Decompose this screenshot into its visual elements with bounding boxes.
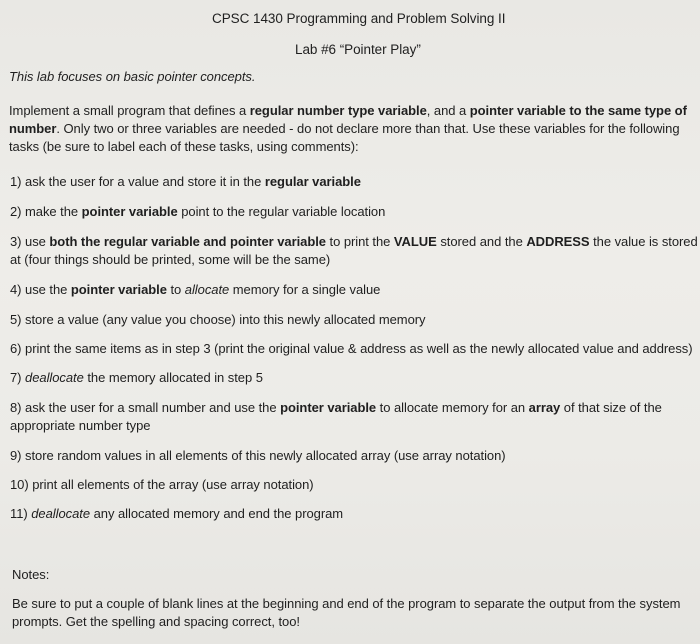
notes-heading: Notes: (12, 567, 50, 582)
instructions-text-3: . Only two or three variables are needed - do not declare more than that. Use these variables for the following tasks (be sure to label each of these tasks, using comments): (9, 121, 680, 154)
step-3-text-a: 3) use (10, 234, 50, 249)
step-6: 6) print the same items as in step 3 (print the original value & address as well as the newly allocated value and address) (10, 341, 693, 356)
instructions-text-2: , and a (426, 103, 470, 118)
step-3-text-e: stored and the (436, 234, 527, 249)
step-8-bold-b: pointer variable (280, 400, 377, 415)
intro-text: This lab focuses on basic pointer concepts. (9, 69, 256, 84)
step-2-text-c: point to the regular variable location (177, 204, 386, 219)
step-4-text-c: to (166, 282, 185, 297)
instructions-text-1: Implement a small program that defines a (9, 103, 250, 118)
step-4-text-a: 4) use the (10, 282, 71, 297)
step-11 (10, 505, 343, 523)
instructions-bold-2: pointer variable to the same type of number (9, 103, 687, 136)
step-7-text-a: 7) (10, 370, 26, 385)
step-2 (10, 203, 385, 221)
step-8-bold-array: array (528, 400, 561, 415)
step-4-italic: allocate (184, 282, 230, 297)
step-7-italic: deallocate (25, 370, 84, 385)
lab-title: Lab #6 “Pointer Play” (295, 42, 421, 57)
step-7-text-c: the memory allocated in step 5 (83, 370, 263, 385)
step-11-text-c: any allocated memory and end the program (90, 506, 344, 521)
step-8 (10, 399, 662, 417)
step-2-text-a: 2) make the (10, 204, 82, 219)
step-8-text-c: to allocate memory for an (376, 400, 529, 415)
course-title: CPSC 1430 Programming and Problem Solving II (212, 11, 506, 26)
step-9: 9) store random values in all elements of this newly allocated array (use array notation) (10, 448, 506, 463)
step-1 (10, 173, 361, 191)
step-10: 10) print all elements of the array (use array notation) (10, 477, 314, 492)
step-8-text-e: of that size of the (560, 400, 662, 415)
step-11-text-a: 11) (10, 506, 32, 521)
step-4-text-e: memory for a single value (229, 282, 381, 297)
step-7 (10, 369, 263, 387)
step-3 (10, 233, 698, 251)
instructions-paragraph (9, 102, 693, 156)
step-3-bold-b: both the regular variable and pointer variable (49, 234, 326, 249)
step-3-bold-value: VALUE (393, 234, 437, 249)
notes-body: Be sure to put a couple of blank lines at the beginning and end of the program to separate the output from the system prompts. Get the spelling and spacing correct, too! (12, 596, 681, 629)
step-3-bold-address: ADDRESS (526, 234, 590, 249)
step-3-line-2: at (four things should be printed, some will be the same) (10, 252, 331, 267)
step-1-text: 1) ask the user for a value and store it in the (10, 174, 265, 189)
step-3-text-g: the value is stored (589, 234, 698, 249)
step-4 (10, 281, 380, 299)
step-8-text-a: 8) ask the user for a small number and use the (10, 400, 281, 415)
step-4-bold: pointer variable (70, 282, 167, 297)
step-8-line-2: appropriate number type (10, 418, 151, 433)
step-2-bold: pointer variable (81, 204, 178, 219)
step-5: 5) store a value (any value you choose) into this newly allocated memory (10, 312, 426, 327)
step-1-bold: regular variable (264, 174, 361, 189)
step-3-text-c: to print the (325, 234, 394, 249)
step-11-italic: deallocate (31, 506, 91, 521)
instructions-bold-1: regular number type variable (249, 103, 427, 118)
